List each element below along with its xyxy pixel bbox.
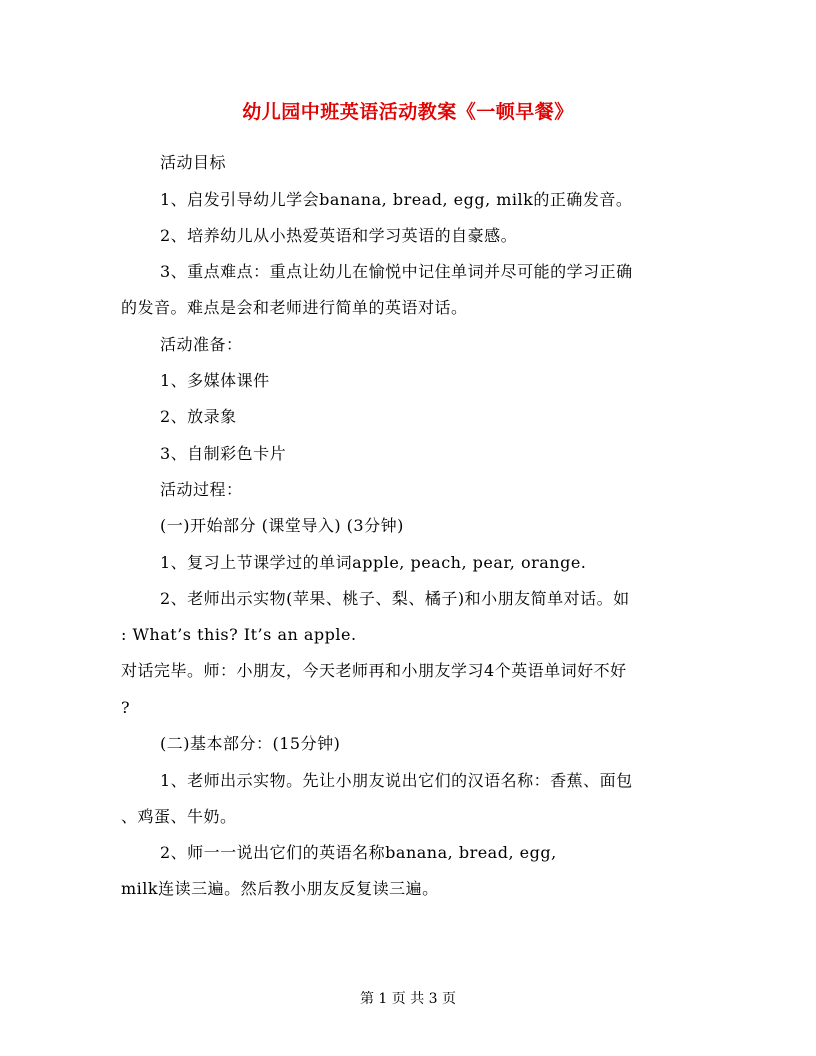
- paragraph-line: 2、师一一说出它们的英语名称banana, bread, egg,: [160, 843, 557, 862]
- paragraph-line: 2、老师出示实物(苹果、桃子、梨、橘子)和小朋友简单对话。如: [160, 589, 630, 608]
- paragraph-line: (一)开始部分 (课堂导入) (3分钟): [160, 516, 404, 535]
- paragraph-line: ?: [121, 698, 131, 717]
- paragraph-line: 2、放录象: [160, 407, 237, 426]
- paragraph-line: 的发音。难点是会和老师进行简单的英语对话。: [121, 298, 468, 317]
- paragraph-line: 1、老师出示实物。先让小朋友说出它们的汉语名称：香蕉、面包: [160, 771, 633, 790]
- document-title: 幼儿园中班英语活动教案《一顿早餐》: [242, 101, 574, 123]
- paragraph-line: 活动准备：: [160, 335, 243, 354]
- paragraph-line: 3、重点难点：重点让幼儿在愉悦中记住单词并尽可能的学习正确: [160, 262, 633, 281]
- paragraph-line: (二)基本部分：(15分钟): [160, 734, 341, 753]
- paragraph-line: 对话完毕。师：小朋友，今天老师再和小朋友学习4个英语单词好不好: [121, 661, 627, 680]
- page-number: 第 1 页 共 3 页: [359, 991, 457, 1007]
- paragraph-line: 3、自制彩色卡片: [160, 444, 287, 463]
- paragraph-line: 、鸡蛋、牛奶。: [121, 807, 237, 826]
- paragraph-line: 活动过程：: [160, 480, 243, 499]
- paragraph-line: milk连读三遍。然后教小朋友反复读三遍。: [121, 879, 439, 898]
- paragraph-line: 1、多媒体课件: [160, 371, 270, 390]
- paragraph-line: 2、培养幼儿从小热爱英语和学习英语的自豪感。: [160, 226, 518, 245]
- paragraph-line: 1、启发引导幼儿学会banana, bread, egg, milk的正确发音。: [160, 190, 633, 209]
- paragraph-line: : What’s this? It’s an apple.: [121, 625, 357, 644]
- paragraph-line: 1、复习上节课学过的单词apple, peach, pear, orange.: [160, 553, 587, 572]
- paragraph-line: 活动目标: [160, 153, 227, 172]
